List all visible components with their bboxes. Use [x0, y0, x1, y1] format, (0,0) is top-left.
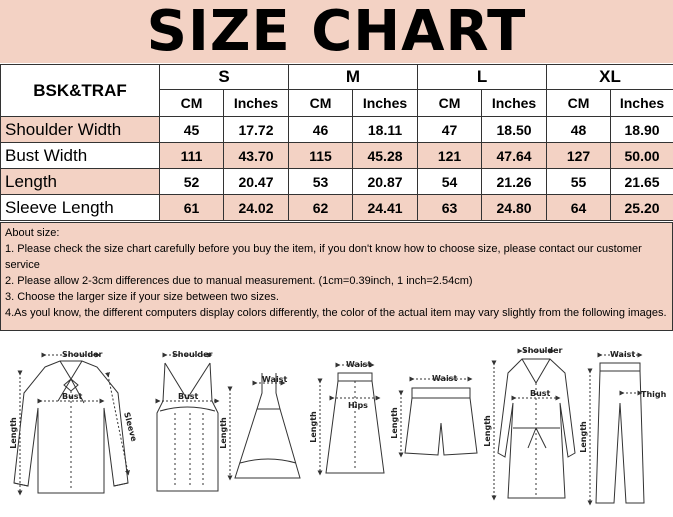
size-table [0, 64, 673, 221]
diagram-label-length: Length [579, 421, 588, 453]
unit-header: Inches [353, 90, 418, 117]
unit-header: CM [289, 90, 353, 117]
table-cell: 121 [418, 143, 482, 169]
diagram-label-length: Length [483, 415, 492, 447]
table-cell: 25.20 [611, 195, 673, 221]
trousers-sketch [590, 355, 644, 503]
diagram-label-bust: Bust [62, 392, 83, 401]
diagram-label-shoulder: Shoulder [522, 346, 563, 355]
diagram-label-length: Length [219, 417, 228, 449]
unit-header: Inches [482, 90, 547, 117]
diagram-label-waist: Waist [610, 350, 636, 359]
diagram-label-bust: Bust [530, 389, 551, 398]
size-header-row [1, 65, 673, 90]
table-cell: 45 [160, 117, 224, 143]
about-note: 4.As youl know, the different computers display colors differently, the color of the actual item may vary slightly from the following images. [5, 307, 667, 319]
table-cell: 18.90 [611, 117, 673, 143]
blouse-sketch [14, 355, 128, 493]
table-cell: 64 [547, 195, 611, 221]
diagram-label-length: Length [390, 407, 399, 439]
table-cell: 50.00 [611, 143, 673, 169]
diagram-label-shoulder: Shoulder [172, 350, 213, 359]
coat-sketch [494, 351, 575, 498]
table-cell: 46 [289, 117, 353, 143]
table-cell: 21.65 [611, 169, 673, 195]
table-cell: 18.11 [353, 117, 418, 143]
table-cell: 43.70 [224, 143, 289, 169]
diagram-label-waist: Waist [262, 375, 288, 384]
diagram-label-waist: Waist [432, 374, 458, 383]
about-heading: About size: [5, 227, 60, 239]
unit-header: Inches [611, 90, 673, 117]
unit-header: Inches [224, 90, 289, 117]
diagram-label-waist: Waist [346, 360, 372, 369]
size-header-xl: XL [547, 65, 673, 90]
table-cell: 24.80 [482, 195, 547, 221]
table-cell: 127 [547, 143, 611, 169]
unit-header: CM [547, 90, 611, 117]
table-cell: 47.64 [482, 143, 547, 169]
dress-sketch [230, 373, 300, 478]
row-label-bust-width: Bust Width [1, 143, 160, 169]
table-row [1, 195, 673, 221]
diagram-label-thigh: Thigh [641, 390, 667, 399]
about-note: 2. Please allow 2-3cm differences due to manual measurement. (1cm=0.39inch, 1 inch=2.54cm) [5, 275, 473, 287]
table-cell: 24.41 [353, 195, 418, 221]
table-cell: 63 [418, 195, 482, 221]
table-cell: 54 [418, 169, 482, 195]
table-cell: 55 [547, 169, 611, 195]
table-cell: 48 [547, 117, 611, 143]
table-row [1, 117, 673, 143]
row-label-length: Length [1, 169, 160, 195]
diagram-label-hips: Hips [348, 401, 368, 410]
measurement-diagrams [0, 333, 673, 517]
title-band [0, 0, 673, 63]
about-note: 1. Please check the size chart carefully before you buy the item, if you don't know how to choose size, please contact our customer service [5, 243, 642, 271]
size-header-l: L [418, 65, 547, 90]
camisole-sketch [157, 355, 218, 491]
diagram-label-sleeve: Sleeve [122, 411, 139, 443]
table-row [1, 143, 673, 169]
size-header-s: S [160, 65, 289, 90]
diagram-label-bust: Bust [178, 392, 199, 401]
table-cell: 18.50 [482, 117, 547, 143]
table-cell: 20.87 [353, 169, 418, 195]
table-cell: 115 [289, 143, 353, 169]
row-label-sleeve-length: Sleeve Length [1, 195, 160, 221]
table-cell: 62 [289, 195, 353, 221]
garment-sketches [0, 333, 673, 517]
table-cell: 53 [289, 169, 353, 195]
table-cell: 47 [418, 117, 482, 143]
table-cell: 20.47 [224, 169, 289, 195]
unit-header: CM [418, 90, 482, 117]
table-cell: 111 [160, 143, 224, 169]
row-label-shoulder-width: Shoulder Width [1, 117, 160, 143]
about-note: 3. Choose the larger size if your size between two sizes. [5, 291, 279, 303]
unit-header: CM [160, 90, 224, 117]
shorts-sketch [401, 379, 477, 455]
brand-label: BSK&TRAF [1, 65, 160, 117]
table-cell: 17.72 [224, 117, 289, 143]
table-cell: 21.26 [482, 169, 547, 195]
table-cell: 24.02 [224, 195, 289, 221]
diagram-label-shoulder: Shoulder [62, 350, 103, 359]
diagram-label-length: Length [309, 411, 318, 443]
table-cell: 61 [160, 195, 224, 221]
about-size-notes [0, 222, 673, 331]
size-header-m: M [289, 65, 418, 90]
diagram-label-length: Length [9, 417, 18, 449]
table-cell: 45.28 [353, 143, 418, 169]
table-cell: 52 [160, 169, 224, 195]
table-row [1, 169, 673, 195]
skirt-sketch [320, 365, 384, 473]
page-title: SIZE CHART [146, 0, 527, 64]
